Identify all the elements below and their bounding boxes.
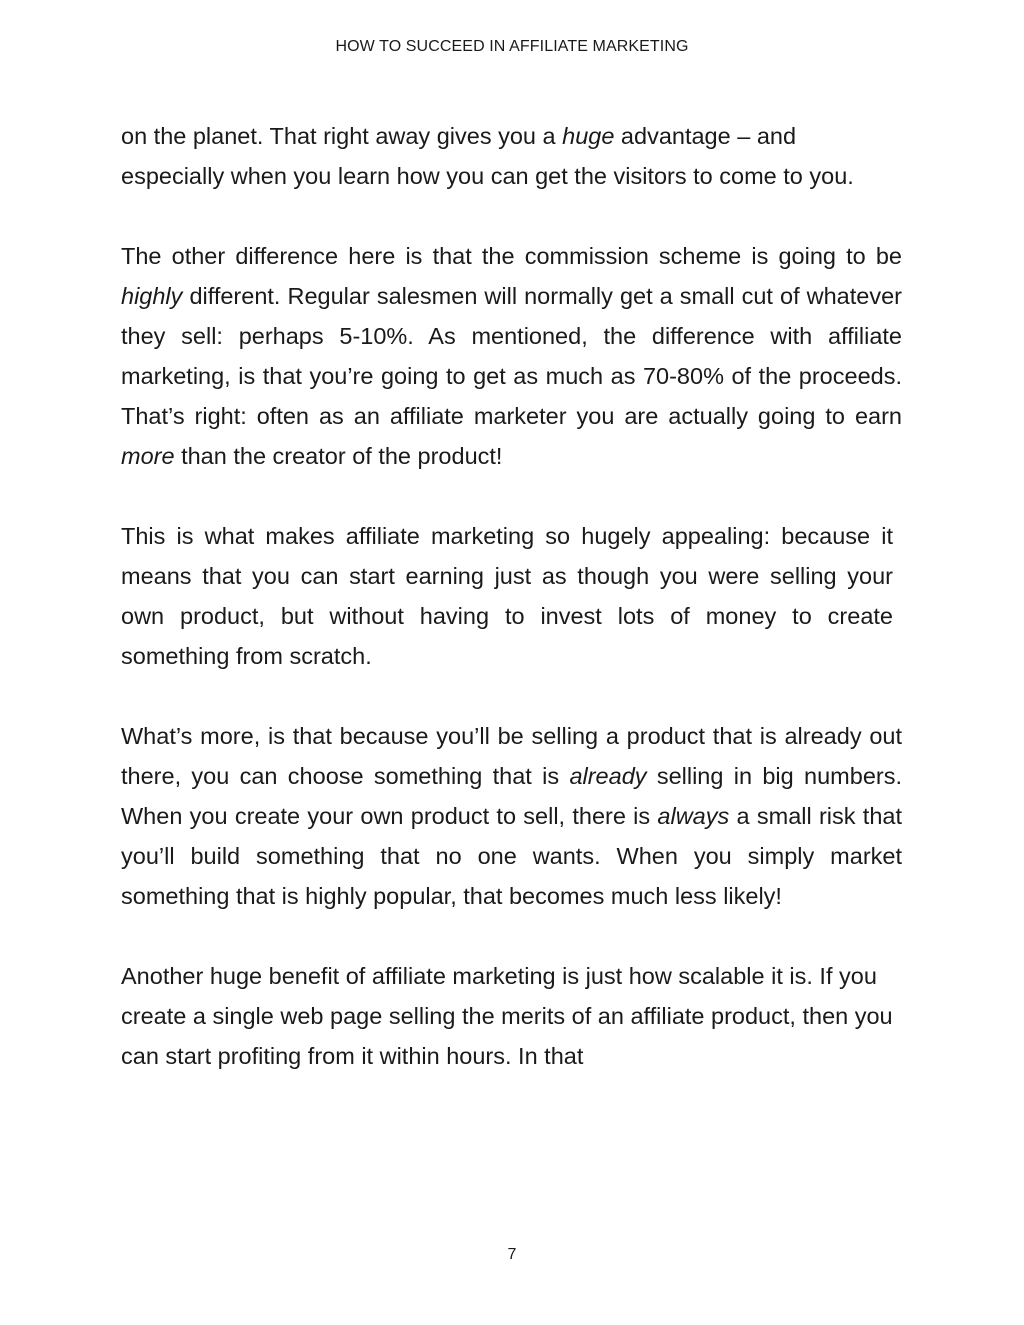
page-number: 7 bbox=[507, 1246, 517, 1263]
text-run: What’s more, is that because you’ll be selling a product that is already out there, you can choose something that is bbox=[121, 723, 902, 789]
emphasized-text: more bbox=[121, 443, 175, 469]
text-run: a small risk that you’ll build something that no one wants. When you simply market something that is highly popular, that becomes much less likely! bbox=[121, 803, 902, 909]
emphasized-text: already bbox=[569, 763, 647, 789]
paragraph bbox=[121, 516, 893, 676]
running-header: HOW TO SUCCEED IN AFFILIATE MARKETING bbox=[335, 38, 689, 55]
text-run: different. Regular salesmen will normally get a small cut of whatever they sell: perhaps 5-10%. As mentioned, the difference with affiliate marketing, is that you’re going to get as much as 70-80% of the proceeds. That’s right: often as an affiliate marketer you are actually going to earn bbox=[121, 283, 902, 429]
text-run: Another huge benefit of affiliate marketing is just how scalable it is. If you create a single web page selling the merits of an affiliate product, then you can start profiting from it within hours. In that bbox=[121, 963, 893, 1069]
emphasized-text: highly bbox=[121, 283, 183, 309]
paragraph bbox=[121, 716, 902, 916]
text-run: than the creator of the product! bbox=[174, 443, 503, 469]
text-run: The other difference here is that the commission scheme is going to be bbox=[121, 243, 902, 269]
text-run: advantage – and especially when you learn how you can get the visitors to come to you. bbox=[121, 123, 854, 189]
body-text bbox=[121, 116, 902, 1116]
emphasized-text: huge bbox=[562, 123, 615, 149]
paragraph bbox=[121, 236, 902, 476]
emphasized-text: always bbox=[657, 803, 730, 829]
paragraph bbox=[121, 956, 893, 1076]
text-run: This is what makes affiliate marketing so hugely appealing: because it means that you can start earning just as though you were selling your own product, but without having to invest lots of money to create something from scratch. bbox=[121, 523, 893, 669]
text-run: selling in big numbers. When you create your own product to sell, there is bbox=[121, 763, 902, 829]
text-run: on the planet. That right away gives you a bbox=[121, 123, 563, 149]
paragraph bbox=[121, 116, 902, 196]
